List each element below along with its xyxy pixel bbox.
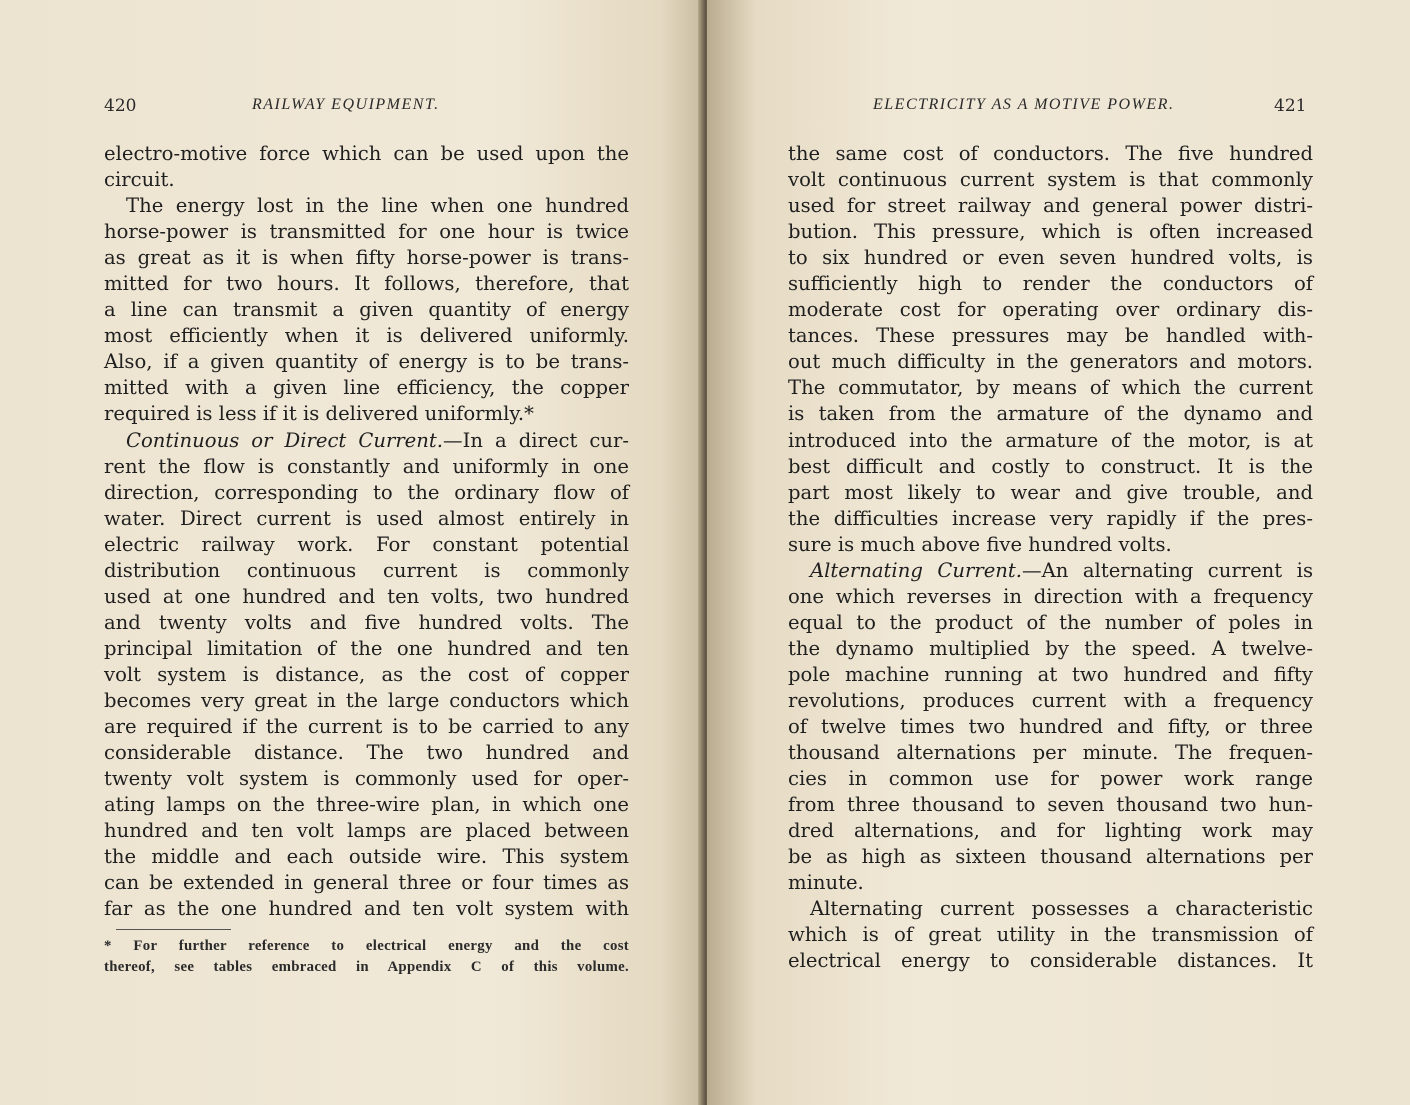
text-line: ating lamps on the three-wire plan, in which one (104, 793, 629, 817)
text-line: bution. This pressure, which is often increased (788, 220, 1313, 244)
text-line: electric railway work. For constant potential (104, 532, 629, 556)
text-line: out much difficulty in the generators and motors. (788, 350, 1313, 374)
text-line: the dynamo multiplied by the speed. A twelve- (788, 636, 1313, 660)
line-text: —In a direct cur- (443, 428, 629, 452)
text-line: sufficiently high to render the conductors of (788, 272, 1313, 296)
running-title: RAILWAY EQUIPMENT. (252, 96, 440, 113)
text-line: of twelve times two hundred and fifty, or three (788, 715, 1313, 739)
text-line: part most likely to wear and give trouble, and (788, 480, 1313, 504)
text-line: from three thousand to seven thousand two hun- (788, 793, 1313, 817)
text-line: cies in common use for power work range (788, 767, 1313, 791)
text-line: best difficult and costly to construct. It is the (788, 454, 1313, 478)
text-line: equal to the product of the number of poles in (788, 610, 1313, 634)
running-title: ELECTRICITY AS A MOTIVE POWER. (873, 96, 1175, 113)
text-line: the difficulties increase very rapidly if the pres- (788, 506, 1313, 530)
text-line: sure is much above five hundred volts. (788, 532, 1172, 556)
text-line: and twenty volts and five hundred volts. The (104, 610, 629, 634)
text-line: the middle and each outside wire. This system (104, 845, 629, 869)
text-line: rent the flow is constantly and uniformly in one (104, 454, 629, 478)
text-line: a line can transmit a given quantity of energy (104, 298, 629, 322)
section-heading: Alternating Current. (810, 558, 1023, 582)
text-line: electro-motive force which can be used upon the (104, 142, 629, 165)
line-text: —An alternating current is (1022, 558, 1313, 582)
text-line: distribution continuous current is commonly (104, 558, 629, 582)
left-page (0, 0, 703, 1105)
text-line: The energy lost in the line when one hundred (126, 194, 629, 218)
footnote (104, 936, 629, 978)
text-line: dred alternations, and for lighting work may (788, 819, 1313, 843)
text-line (104, 428, 629, 454)
text-line: the same cost of conductors. The five hundred (788, 142, 1313, 165)
text-line: direction, corresponding to the ordinary flow of (104, 480, 629, 504)
text-line: becomes very great in the large conductors which (104, 688, 629, 712)
text-line: minute. (788, 871, 864, 895)
footnote-line: * For further reference to electrical energy and the cost (104, 938, 629, 954)
text-line: used at one hundred and ten volts, two hundred (104, 584, 629, 608)
text-line: thousand alternations per minute. The frequen- (788, 741, 1313, 765)
text-line: twenty volt system is commonly used for oper- (104, 767, 629, 791)
text-line: used for street railway and general power distri- (788, 194, 1313, 218)
text-line: mitted with a given line efficiency, the copper (104, 376, 629, 400)
right-page (707, 0, 1410, 1105)
text-line: to six hundred or even seven hundred volts, is (788, 246, 1313, 270)
text-line: hundred and ten volt lamps are placed between (104, 819, 629, 843)
text-line: circuit. (104, 168, 175, 192)
text-line: mitted for two hours. It follows, therefore, that (104, 272, 629, 296)
text-line: moderate cost for operating over ordinary dis- (788, 298, 1313, 322)
text-line: horse-power is transmitted for one hour is twice (104, 220, 629, 244)
footnote-line: thereof, see tables embraced in Appendix C of this volume. (104, 959, 629, 975)
text-line: volt continuous current system is that commonly (788, 168, 1313, 192)
text-line (788, 558, 1313, 584)
body-text (788, 141, 1313, 975)
page-number: 420 (104, 96, 137, 116)
text-line: which is of great utility in the transmission of (788, 923, 1313, 947)
text-line: Alternating current possesses a characteristic (810, 897, 1313, 921)
text-line: electrical energy to considerable distances. It (788, 949, 1313, 973)
text-line: introduced into the armature of the motor, is at (788, 428, 1313, 452)
text-line: The commutator, by means of which the current (788, 376, 1313, 400)
text-line: can be extended in general three or four times as (104, 871, 629, 895)
text-line: is taken from the armature of the dynamo and (788, 402, 1313, 426)
text-line: principal limitation of the one hundred and ten (104, 636, 629, 660)
text-line: as great as it is when fifty horse-power is trans- (104, 246, 629, 270)
page-number: 421 (1274, 96, 1307, 116)
text-line: one which reverses in direction with a frequency (788, 584, 1313, 608)
text-line: considerable distance. The two hundred and (104, 741, 629, 765)
text-line: are required if the current is to be carried to any (104, 715, 629, 739)
text-line: required is less if it is delivered uniformly.* (104, 402, 534, 426)
text-line: tances. These pressures may be handled with- (788, 324, 1313, 348)
body-text (104, 141, 629, 922)
text-line: Also, if a given quantity of energy is to be trans- (104, 350, 629, 374)
text-line: water. Direct current is used almost entirely in (104, 506, 629, 530)
text-line: volt system is distance, as the cost of copper (104, 662, 629, 686)
text-line: most efficiently when it is delivered uniformly. (104, 324, 629, 348)
text-line: revolutions, produces current with a frequency (788, 688, 1313, 712)
text-line: pole machine running at two hundred and fifty (788, 662, 1313, 686)
text-line: be as high as sixteen thousand alternations per (788, 845, 1313, 869)
text-line: far as the one hundred and ten volt system with (104, 897, 629, 921)
section-heading: Continuous or Direct Current. (126, 428, 444, 452)
footnote-divider (116, 929, 231, 930)
